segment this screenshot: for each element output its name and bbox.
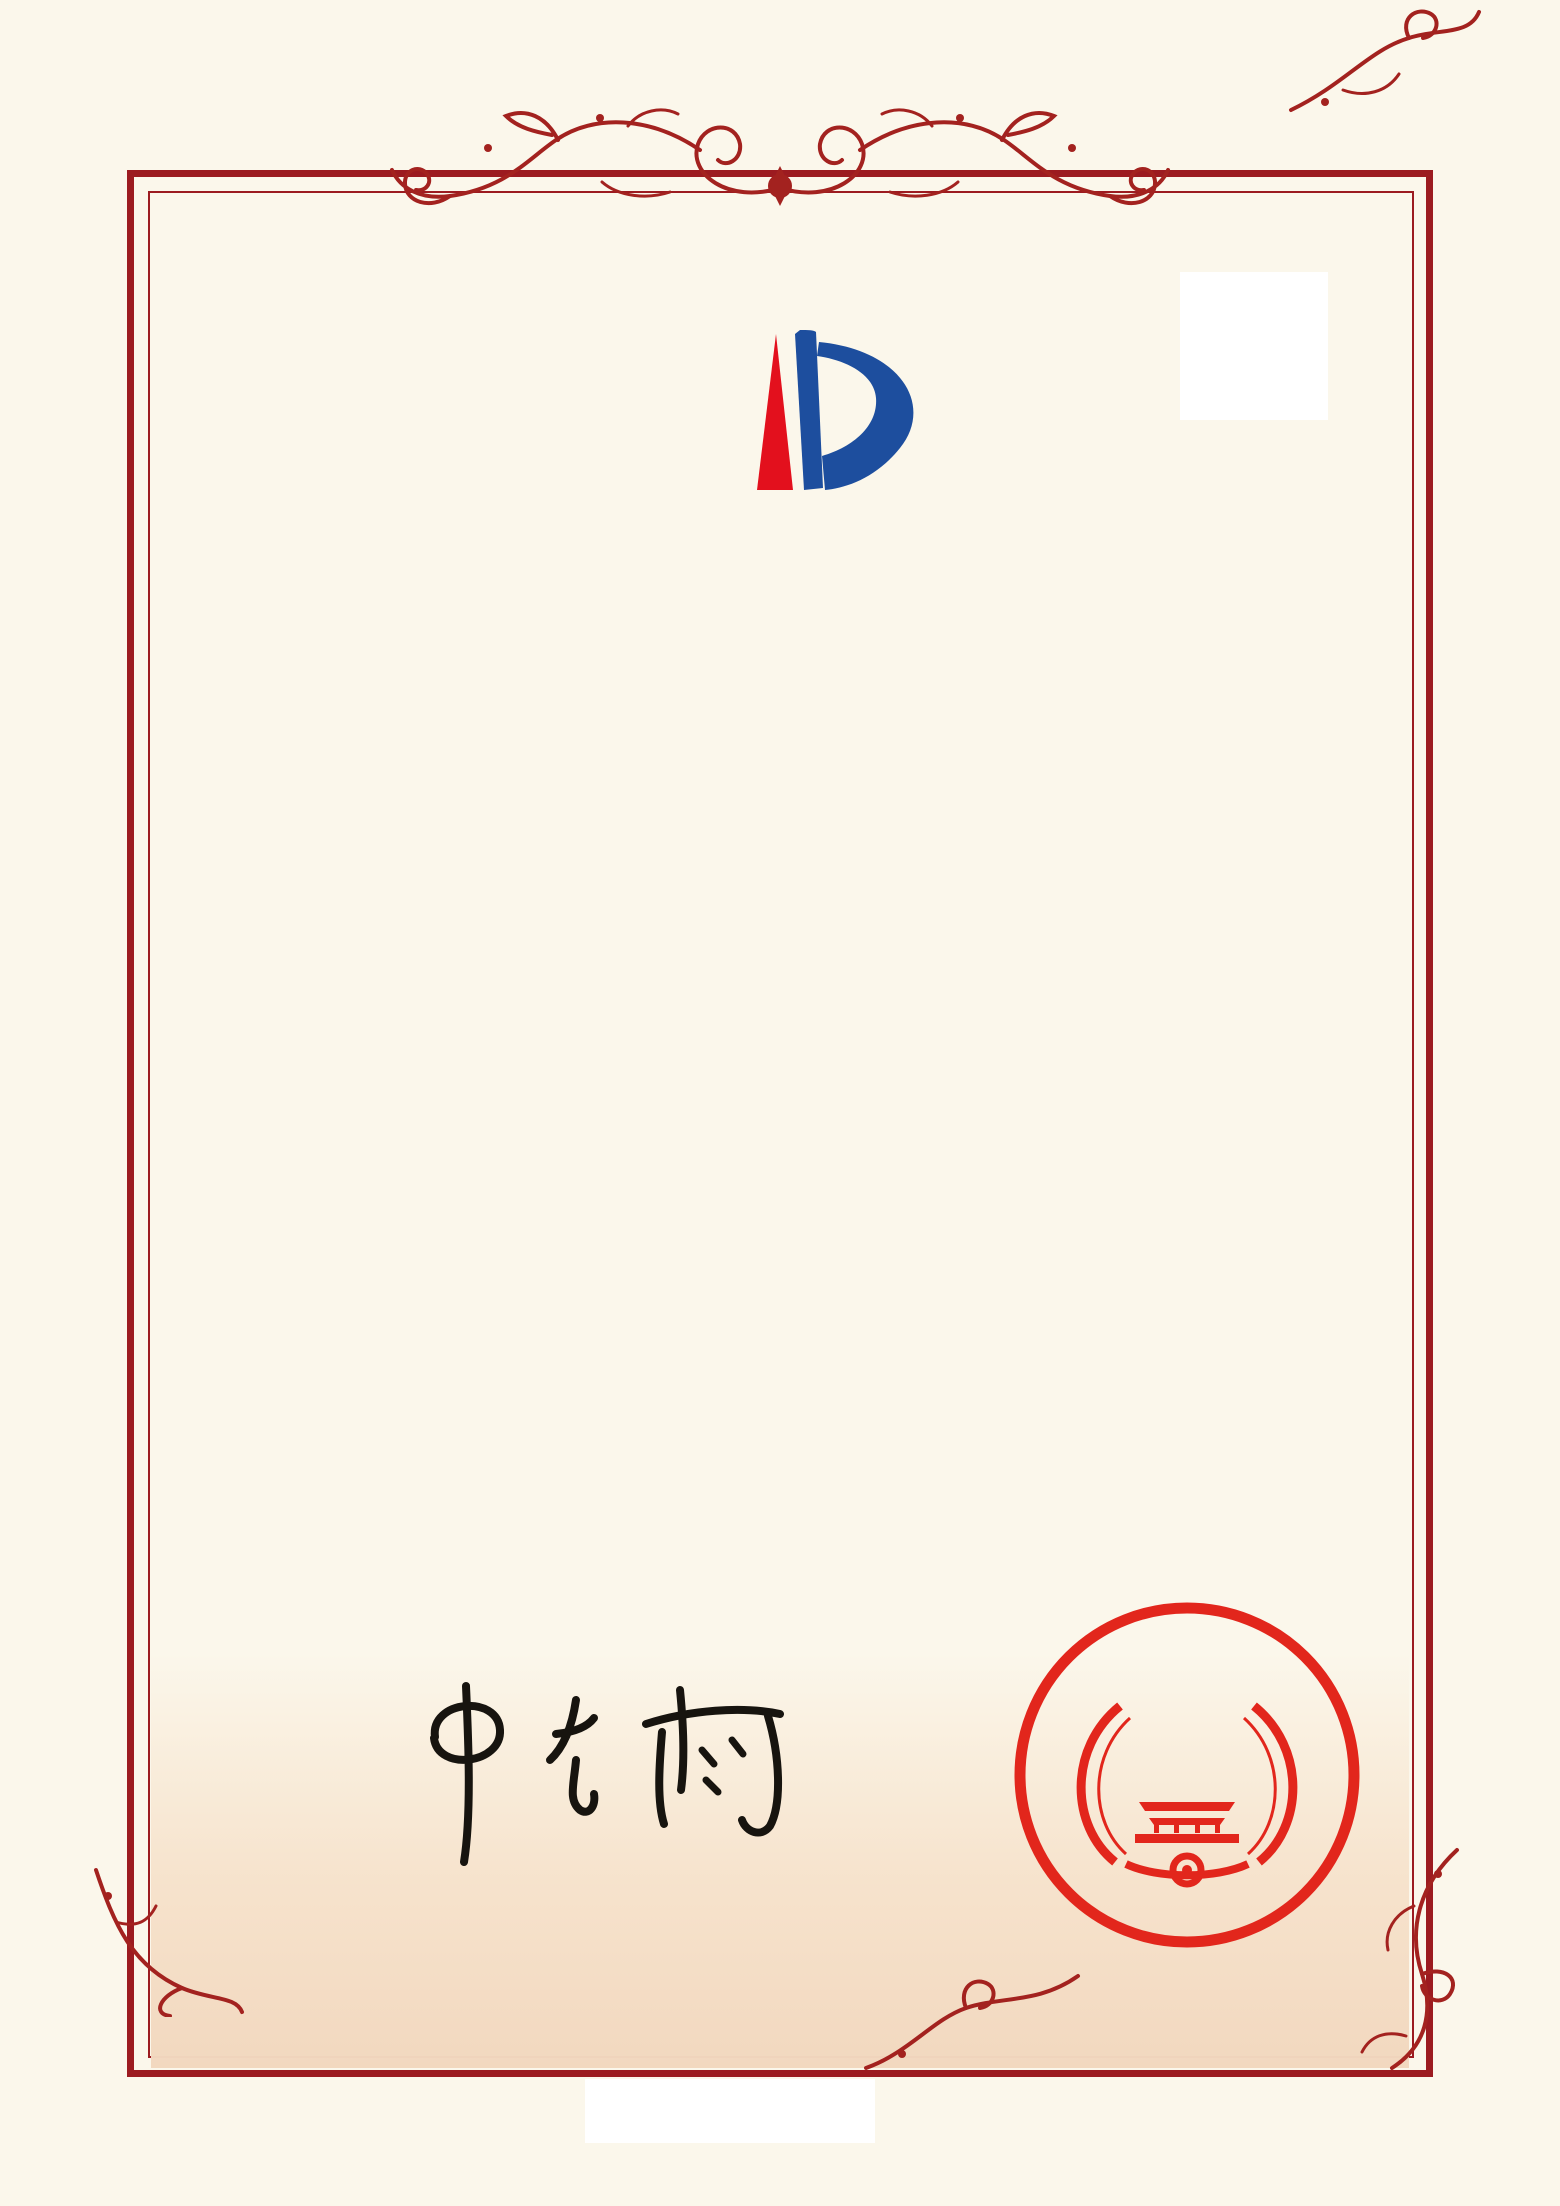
seal-ring [1020, 1608, 1354, 1942]
field-row-inventor [196, 747, 1416, 781]
field-row-address [196, 1116, 1416, 1150]
cnipa-logo [640, 318, 920, 513]
legal-text [201, 1280, 1393, 1290]
field-row-filing-date [196, 938, 1416, 972]
seal-national-emblem [1081, 1706, 1293, 1884]
official-seal [1008, 1596, 1366, 1954]
field-row-patentee [196, 1033, 1416, 1067]
field-row-invention-name [196, 650, 1416, 684]
director-signature [380, 1672, 850, 1872]
ornament-top-right [1285, 6, 1485, 116]
logo-red-wedge [757, 334, 793, 490]
barcode [215, 1630, 702, 1651]
field-row-grant [196, 1210, 1416, 1244]
logo-blue-bowl [817, 342, 913, 490]
continuation-note-box [585, 2079, 875, 2143]
field-row-patent-no [196, 843, 1416, 877]
qr-code [1180, 272, 1328, 420]
